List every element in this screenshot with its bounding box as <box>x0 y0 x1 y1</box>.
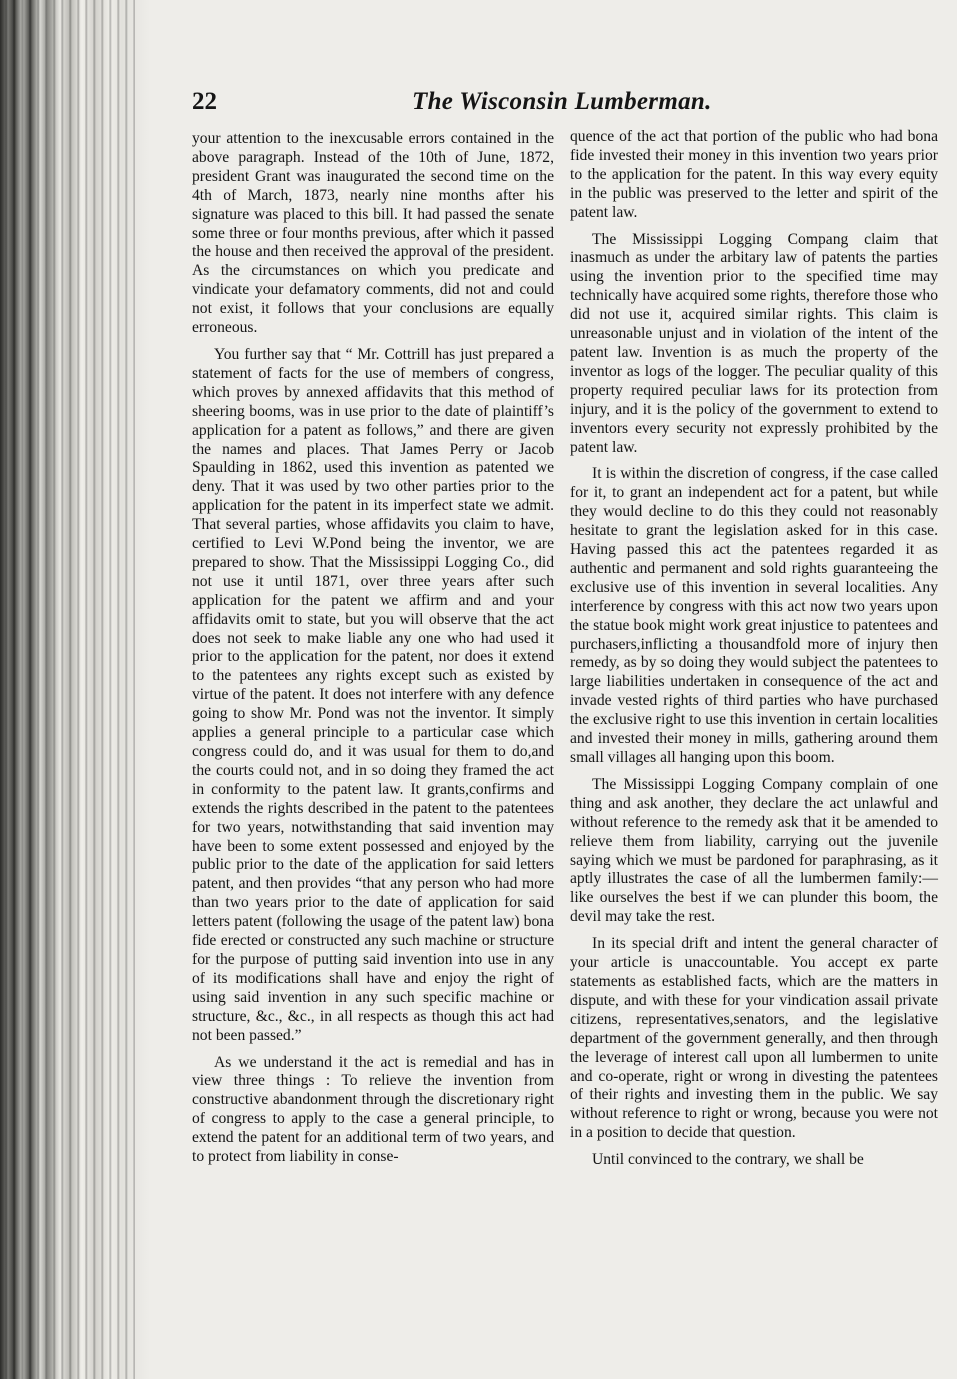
paragraph: You further say that “ Mr. Cottrill has just prepared a statement of facts for the use of members of congress, which proves by annexed affidavits that this method of sheering booms, was in use prior to the date of plaintiff’s application for a patent as follows,” and there are given the names and places. That James Perry or Jacob Spaulding in 1862, used this invention as patented we deny. That it was used by two other parties prior to the application for the patent in its imperfect state we admit. That several parties, whose affidavits you claim to have, certified to Levi W.Pond being the inventor, we are prepared to show. That the Mississippi Logging Co., did not use it until 1871, over three years after such application for the patent we affirm and and your affidavits omit to state, but you will observe that the act does not seek to make liable any one who had used it prior to the application for the patent, nor does it extend to the patentees any rights except such as existed by virtue of the patent. It does not interfere with any defence going to show Mr. Pond was not the inventor. It simply applies a general principle to a particular case which congress could do, and it was usual for them to do,and the courts could not, and in so doing they framed the act in conformity to the patent law. It grants,confirms and extends the rights described in the patent to the patentees for two years, notwithstanding that said invention may have been to some extent possessed and enjoyed by the public prior to the date of the application for said letters patent, and then provides “that any person who had more than two years prior to the date of application for said letters patent (following the usage of the patent law) bona fide erected or constructed any such machine or structure for the purpose of putting said invention into use in any of its modifications shall have and enjoy the right of using said invention in any such specific machine or structure, &c., &c., in all respects as though this act had not been passed.” <box>192 345 554 1044</box>
book-spine-edges <box>0 0 135 1379</box>
page-number: 22 <box>192 88 217 115</box>
running-header <box>192 88 940 124</box>
left-column <box>192 130 554 1167</box>
paragraph: In its special drift and intent the general character of your article is unaccountable. You accept ex parte statements as established facts, which are the matters in dispute, and with these for your vindication assail private citizens, representatives,senators, and the legislative department of the government generally, and then through the leverage of interest call upon all lumbermen to unite and co-operate, right or wrong in divesting the patentees of their rights and investing them in the public. We say without reference to right or wrong, because you were not in a position to decide that question. <box>570 935 938 1142</box>
right-column <box>570 128 938 1170</box>
paragraph: As we understand it the act is remedial and has in view three things : To relieve the invention from constructive abandonment through the discretionary right of congress to apply to the case a general principle, to extend the patent for an additional term of two years, and to protect from liability in conse- <box>192 1053 554 1166</box>
paragraph: Until convinced to the contrary, we shall be <box>592 1151 864 1169</box>
paragraph: quence of the act that portion of the public who had bona fide invested their money in this invention two years prior to the application for the patent. In this way every equity in the public was preserved to the letter and spirit of the patent law. <box>570 128 938 221</box>
paragraph: The Mississippi Logging Compang claim that inasmuch as under the arbitary law of patents the parties using the invention prior to the specified time may technically have acquired some rights, therefore those who did not use it, acquired similar rights. This claim is unreasonable unjust and in violation of the intent of the patent law. Invention is as much the property of the inventor as logs of the logger. The peculiar quality of this property required peculiar laws for its protection from injury, and it is the policy of the government to extend to inventors every security not expressly prohibited by the patent law. <box>570 230 938 456</box>
paragraph: It is within the discretion of congress, if the case called for it, to grant an independent act for a patent, but while they would decline to do this they could not reasonably hesitate to grant the legislation asked for in this case. Having passed this act the patentees regarded it as authentic and permanent and sold rights guaranteeing the exclusive use of this invention in several localities. Any interference by congress with this act now two years upon the statue book might work great injustice to patentees and purchasers,inflicting a thousandfold more of injury then remedy, as by so doing they would subject the patentees to large liabilities undertaken in consequence of the act and invade vested rights of third parties who have purchased the exclusive right to use this invention in certain localities and invested their money in mills, gathering around them small villages all hanging upon this boom. <box>570 465 938 766</box>
paragraph: The Mississippi Logging Company complain of one thing and ask another, they declare the act unlawful and without reference to the remedy ask that it be amended to relieve them from liability, carrying out the juvenile saying which we must be pardoned for paraphrasing, as it aptly illustrates the case of all the lumbermen family:—like ourselves the best if we can plunder this boom, the devil may take the rest. <box>570 775 938 926</box>
paragraph: your attention to the inexcusable errors contained in the above paragraph. Instead of the 10th of June, 1872, president Grant was inaugurated the second time on the 4th of March, 1873, nearly nine months after his signature was placed to this bill. It had passed the senate some three or four months previous, after which it passed the house and then received the approval of the president. As the circumstances on which you predicate and vindicate your defamatory comments, did not and could not exist, it follows that your conclusions are equally erroneous. <box>192 130 554 337</box>
journal-title: The Wisconsin Lumberman. <box>412 88 712 115</box>
